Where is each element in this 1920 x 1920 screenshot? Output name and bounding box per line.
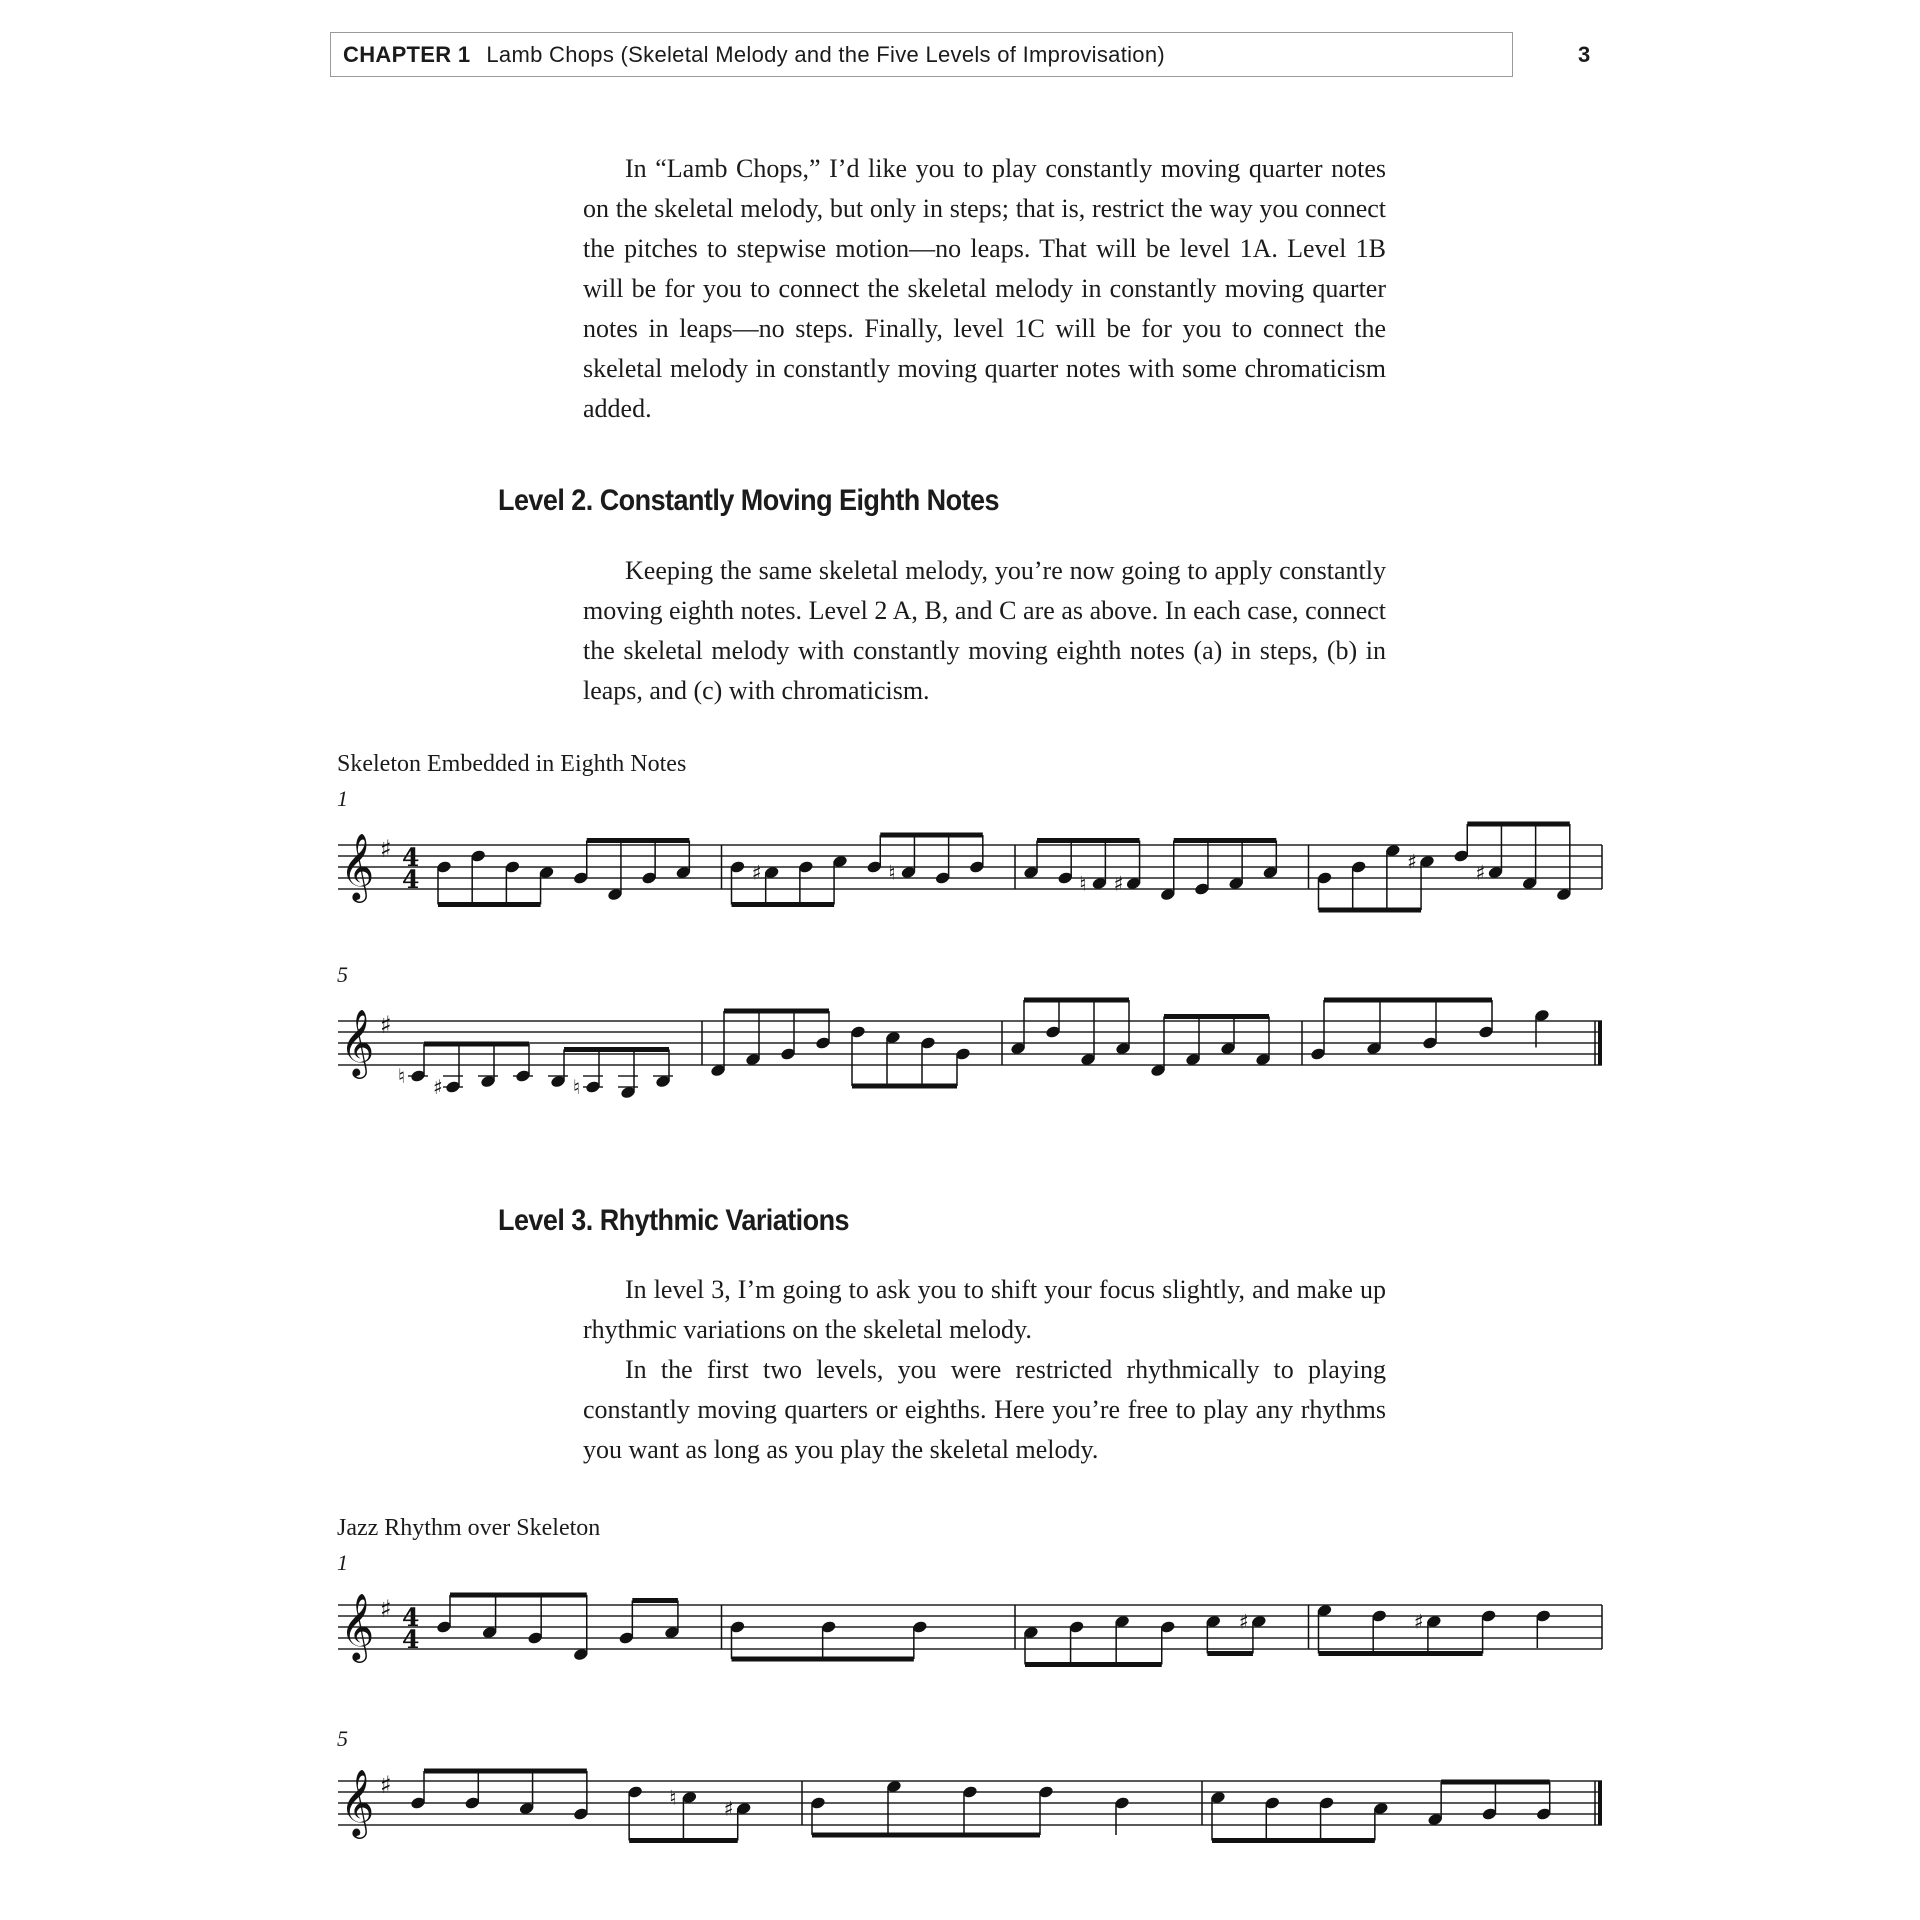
- page-number: 3: [1578, 42, 1591, 67]
- treble-clef: 𝄞: [340, 832, 375, 900]
- accidental: ♮: [669, 1785, 677, 1810]
- level3-paragraph-2: In the first two levels, you were restricted rhythmically to playing constantly moving quarters or eighths. Here you’re free to play any rhythms you want as long as you play the skeletal melody.: [583, 1355, 1386, 1464]
- time-signature-bottom: 4: [402, 1625, 420, 1654]
- accidental: ♯: [723, 1796, 734, 1821]
- key-signature-sharp: ♯: [380, 1011, 392, 1039]
- example1-staff-system-2: [330, 966, 1610, 1106]
- time-signature-top: 4: [402, 1603, 420, 1632]
- treble-clef: 𝄞: [340, 1768, 375, 1836]
- key-signature-sharp: ♯: [380, 1771, 392, 1799]
- example1-title: Skeleton Embedded in Eighth Notes: [337, 751, 687, 777]
- example2-title: Jazz Rhythm over Skeleton: [337, 1515, 601, 1541]
- chapter-title: Lamb Chops (Skeletal Melody and the Five Levels of Improvisation): [486, 41, 1165, 67]
- running-header: [330, 32, 1513, 77]
- example2-measure-number-5: 5: [337, 1726, 348, 1751]
- treble-clef: 𝄞: [340, 1008, 375, 1076]
- level2-paragraph: Keeping the same skeletal melody, you’re now going to apply constantly moving eighth notes. Level 2 A, B, and C are as above. In each case, connect the skeletal melody with constantly moving eighth notes (a) in steps, (b) in leaps, and (c) with chromaticism.: [583, 556, 1386, 705]
- accidental: ♯: [1238, 1609, 1249, 1634]
- level3-heading: Level 3. Rhythmic Variations: [498, 1204, 850, 1237]
- example2-staff-system-1: [330, 1550, 1610, 1690]
- intro-paragraph: In “Lamb Chops,” I’d like you to play constantly moving quarter notes on the skeletal melody, but only in steps; that is, restrict the way you connect the pitches to stepwise motion—no leaps. That will be level 1A. Level 1B will be for you to connect the skeletal melody in constantly moving quarter notes in leaps—no steps. Finally, level 1C will be for you to connect the skeletal melody in constantly moving quarter notes with some chromaticism added.: [583, 154, 1386, 423]
- time-signature-bottom: 4: [402, 865, 420, 894]
- chapter-label: CHAPTER 1: [343, 41, 471, 67]
- accidental: ♯: [1413, 1609, 1424, 1634]
- example2-staff-system-2: [330, 1726, 1610, 1866]
- example1-measure-number-5: 5: [337, 962, 348, 987]
- accidental: ♯: [1407, 849, 1417, 874]
- level3-paragraph-block: [583, 1270, 1386, 1470]
- key-signature-sharp: ♯: [380, 835, 392, 863]
- intro-paragraph-block: [583, 149, 1386, 429]
- example2-measure-number-1: 1: [337, 1550, 348, 1575]
- treble-clef: 𝄞: [340, 1592, 375, 1660]
- accidental: ♮: [573, 1075, 581, 1099]
- example1-measure-number-1: 1: [337, 786, 348, 811]
- level2-paragraph-block: [583, 551, 1386, 711]
- level2-heading: Level 2. Constantly Moving Eighth Notes: [498, 484, 1000, 517]
- example1-staff-system-1: [330, 790, 1610, 930]
- accidental: ♯: [1475, 860, 1486, 885]
- level3-paragraph-1: In level 3, I’m going to ask you to shift your focus slightly, and make up rhythmic variations on the skeletal melody.: [583, 1275, 1386, 1344]
- accidental: ♯: [1113, 871, 1124, 896]
- key-signature-sharp: ♯: [380, 1595, 392, 1623]
- accidental: ♮: [1079, 871, 1087, 896]
- accidental: ♯: [751, 860, 762, 885]
- accidental: ♮: [888, 860, 896, 885]
- time-signature-top: 4: [402, 843, 420, 872]
- accidental: ♯: [433, 1075, 443, 1099]
- accidental: ♮: [398, 1064, 406, 1088]
